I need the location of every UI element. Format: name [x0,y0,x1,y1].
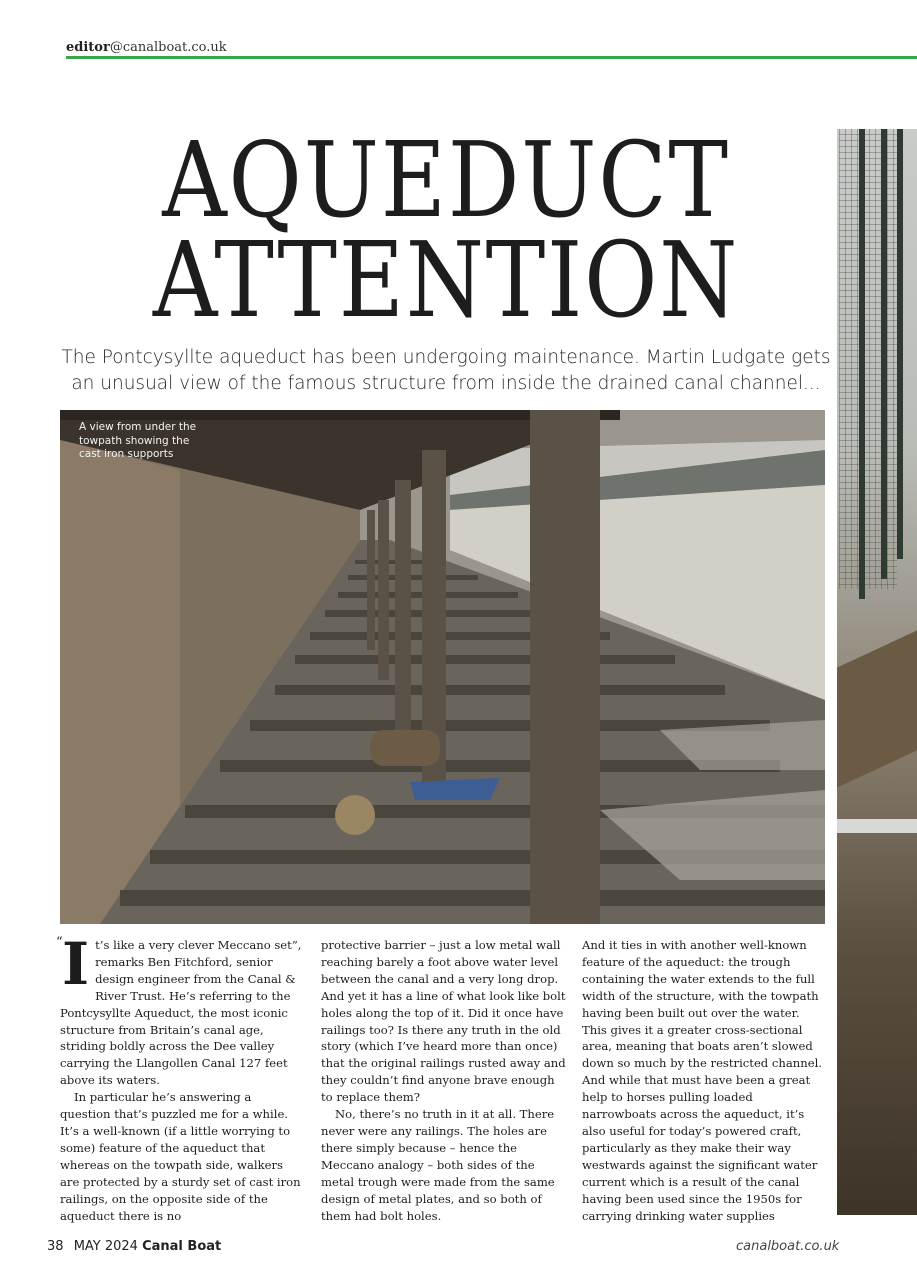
header-email [66,40,227,55]
side-photo-aqueduct-railing [837,129,917,1215]
photo-caption [79,421,209,462]
article-paragraph-4: No, there’s no truth in it at all. There never were any railings. The holes are there simply because – hence the Meccano analogy – both sides of the metal trough were made from the same design of metal plates, and so both of them had bolt holes. [321,1107,555,1223]
article-paragraph-5: And it ties in with another well-known feature of the aqueduct: the trough containing the water extends to the full width of the structure, with the towpath having been built out over the water. This gives it a greater cross-sectional area, meaning that boats aren’t slowed down so much by the restricted channel. And while that must have been a great help to horses pulling loaded narrowboats across the aqueduct, it’s also useful for today’s powered craft, particularly as they make their way westwards against the significant water current which is a result of the canal having been used since the 1950s for carrying drinking water supplies [582,938,822,1223]
side-photo-rail [881,129,887,579]
drop-cap: I [62,930,90,998]
article-paragraph-3: protective barrier – just a low metal wall reaching barely a foot above water level between the canal and a very long drop. And yet it has a line of what look like bolt holes along the top of it. Did it once have railings too? Is there any truth in the old story (which I’ve heard more than once) that the original railings rusted away and they couldn’t find anyone brave enough to replace them? [321,938,566,1105]
side-photo-mesh [839,129,897,589]
article-column-1 [56,930,305,1224]
side-photo-rail [859,129,865,599]
issue-date: MAY 2024 [73,1239,138,1254]
main-photo-under-towpath [60,410,825,924]
photo-caption-line-1: A view from under the [79,421,197,433]
article-column-2 [321,937,566,1224]
standfirst-line-1: The Pontcysyllte aqueduct has been undergoing maintenance. Martin Ludgate gets [61,347,831,368]
side-photo-pipe [837,819,917,833]
header-email-domain: @canalboat.co.uk [109,40,227,55]
header-email-user: editor [66,40,110,55]
headline-line-2: ATTENTION [152,219,740,341]
side-photo-deck [837,630,917,787]
open-quote: “ [56,935,63,950]
photo-caption-line-3: cast iron supports [79,448,174,460]
standfirst-line-2: an unusual view of the famous structure from inside the drained canal channel... [71,373,821,394]
article-paragraph-2: In particular he’s answering a question that’s puzzled me for a while. It’s a well-known (if a little worrying to some) feature of the aqueduct that whereas on the towpath side, walkers are protected by a sturdy set of cast iron railings, on the opposite side of the aqueduct there is no [60,1090,301,1223]
article-column-3 [582,937,827,1224]
photo-caption-line-2: towpath showing the [79,434,190,447]
header-rule [66,56,917,59]
footer-folio [47,1239,221,1254]
side-photo-rail [897,129,903,559]
standfirst [56,345,836,397]
main-photo-illustration [60,410,825,924]
footer-website: canalboat.co.uk [736,1239,840,1254]
headline-line-1: AQUEDUCT [162,119,730,241]
page-number: 38 [47,1239,64,1254]
magazine-name: Canal Boat [142,1239,222,1254]
article-intro [56,930,305,1089]
article-paragraph-1: t’s like a very clever Meccano set”, remarks Ben Fitchford, senior design engineer from the Canal & River Trust. He’s referring to the Pontcysyllte Aqueduct, the most iconic structure from Britain’s canal age, striding boldly across the Dee valley carrying the Llangollen Canal 127 feet above its waters. [60,938,302,1088]
